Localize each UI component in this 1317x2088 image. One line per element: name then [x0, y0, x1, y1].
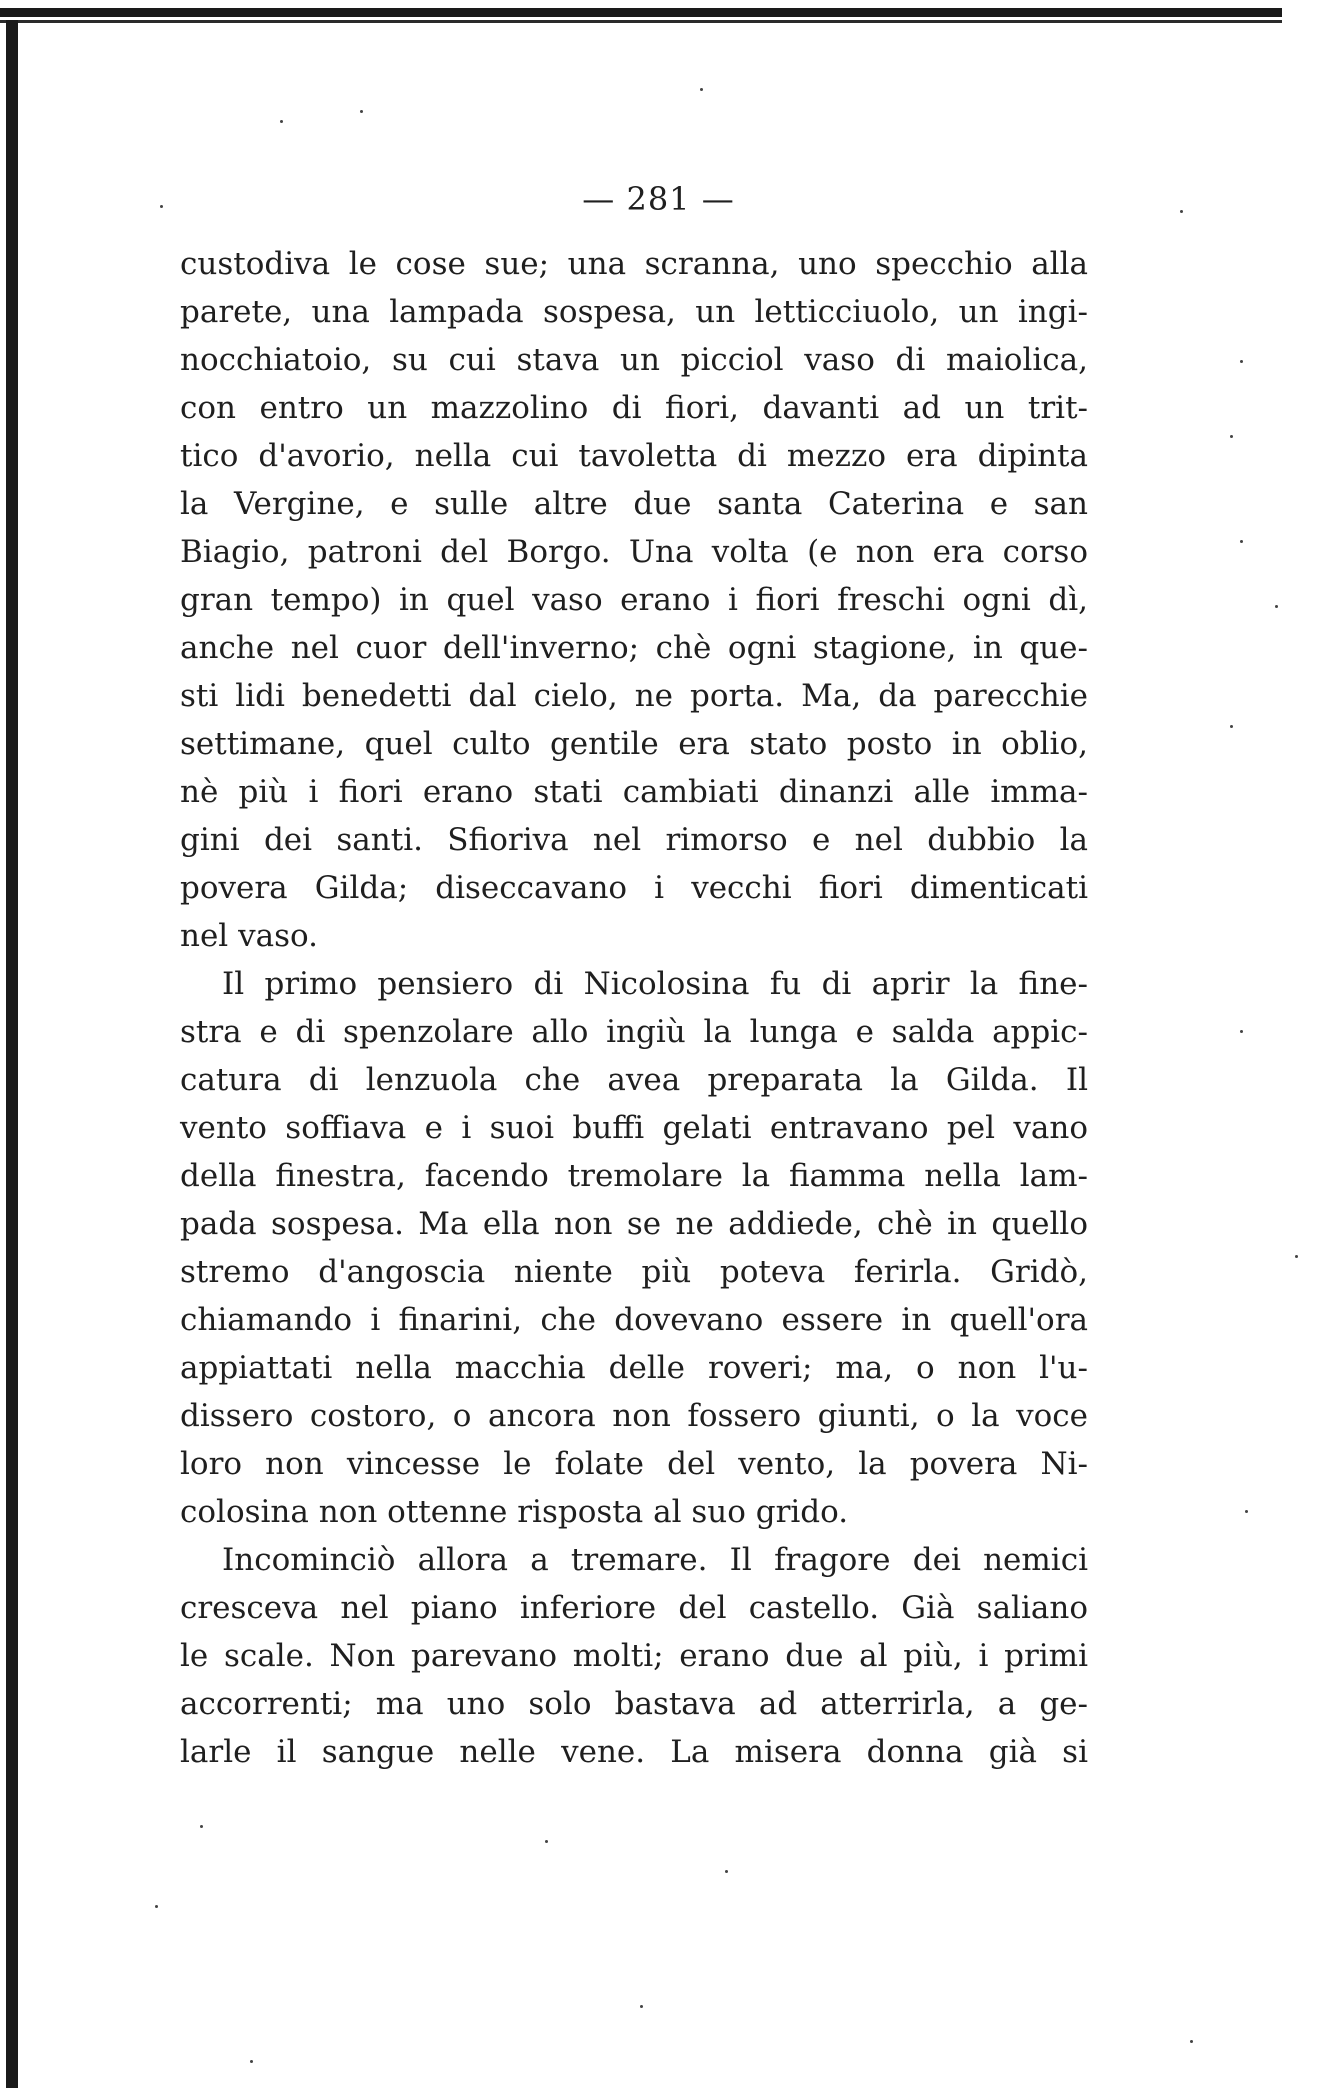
scan-speck — [545, 1840, 548, 1843]
text-line: loro non vincesse le folate del vento, la povera Ni- — [180, 1446, 1088, 1482]
text-line: anche nel cuor dell'inverno; chè ogni stagione, in que- — [180, 630, 1088, 666]
text-line: Incominciò allora a tremare. Il fragore dei nemici — [222, 1542, 1088, 1578]
text-line: della finestra, facendo tremolare la fiamma nella lam- — [180, 1158, 1088, 1194]
text-line: parete, una lampada sospesa, un letticciuolo, un ingi- — [180, 294, 1088, 330]
text-line: nel vaso. — [180, 918, 318, 954]
text-line: custodiva le cose sue; una scranna, uno specchio alla — [180, 246, 1088, 282]
text-line: Biagio, patroni del Borgo. Una volta (e non era corso — [180, 534, 1088, 570]
top-border-rule-thin — [0, 20, 1282, 23]
scan-speck — [155, 1905, 158, 1908]
paragraph-1 — [180, 240, 1088, 960]
text-line: Il primo pensiero di Nicolosina fu di aprir la fine- — [222, 966, 1088, 1002]
scan-speck — [160, 205, 163, 208]
text-line: sti lidi benedetti dal cielo, ne porta. Ma, da parecchie — [180, 678, 1088, 714]
text-line: vento soffiava e i suoi buffi gelati entravano pel vano — [180, 1110, 1088, 1146]
text-line: gran tempo) in quel vaso erano i fiori freschi ogni dì, — [180, 582, 1088, 618]
text-line: catura di lenzuola che avea preparata la Gilda. Il — [180, 1062, 1088, 1098]
text-line: chiamando i finarini, che dovevano essere in quell'ora — [180, 1302, 1088, 1338]
scan-speck — [1275, 605, 1278, 608]
scan-speck — [1230, 725, 1233, 728]
text-line: tico d'avorio, nella cui tavoletta di mezzo era dipinta — [180, 438, 1088, 474]
left-page-edge — [6, 20, 18, 2088]
text-line: nocchiatoio, su cui stava un picciol vaso di maiolica, — [180, 342, 1088, 378]
text-line: pada sospesa. Ma ella non se ne addiede, chè in quello — [180, 1206, 1088, 1242]
text-line: larle il sangue nelle vene. La misera donna già si — [180, 1734, 1088, 1770]
text-line: nè più i fiori erano stati cambiati dinanzi alle imma- — [180, 774, 1088, 810]
scan-speck — [250, 2060, 253, 2063]
text-line: con entro un mazzolino di fiori, davanti ad un trit- — [180, 390, 1088, 426]
scan-speck — [200, 1825, 203, 1828]
text-line: cresceva nel piano inferiore del castello. Già saliano — [180, 1590, 1088, 1626]
text-line: povera Gilda; diseccavano i vecchi fiori dimenticati — [180, 870, 1088, 906]
text-line: gini dei santi. Sfioriva nel rimorso e nel dubbio la — [180, 822, 1088, 858]
text-line: le scale. Non parevano molti; erano due al più, i primi — [180, 1638, 1088, 1674]
scan-speck — [1230, 435, 1233, 438]
scan-speck — [1190, 2040, 1193, 2043]
text-line: stra e di spenzolare allo ingiù la lunga e salda appic- — [180, 1014, 1088, 1050]
scan-speck — [1295, 1255, 1298, 1258]
scan-speck — [1240, 1030, 1243, 1033]
scan-speck — [280, 120, 283, 123]
text-line: colosina non ottenne risposta al suo grido. — [180, 1494, 849, 1530]
paragraph-3 — [180, 1536, 1088, 1776]
page-body-text — [180, 240, 1088, 1776]
scan-speck — [1240, 360, 1243, 363]
text-line: stremo d'angoscia niente più poteva ferirla. Gridò, — [180, 1254, 1088, 1290]
page-number: — 281 — — [582, 180, 735, 218]
paragraph-2 — [180, 960, 1088, 1536]
text-line: settimane, quel culto gentile era stato posto in oblio, — [180, 726, 1088, 762]
scan-speck — [640, 2005, 643, 2008]
scan-speck — [360, 110, 363, 113]
text-line: la Vergine, e sulle altre due santa Caterina e san — [180, 486, 1088, 522]
text-line: appiattati nella macchia delle roveri; ma, o non l'u- — [180, 1350, 1088, 1386]
scan-speck — [1240, 540, 1243, 543]
scan-speck — [725, 1870, 728, 1873]
scan-speck — [700, 88, 703, 91]
top-border-rule — [0, 8, 1282, 17]
text-line: accorrenti; ma uno solo bastava ad atterrirla, a ge- — [180, 1686, 1088, 1722]
scan-speck — [1245, 1510, 1248, 1513]
text-line: dissero costoro, o ancora non fossero giunti, o la voce — [180, 1398, 1088, 1434]
scan-speck — [1180, 210, 1183, 213]
